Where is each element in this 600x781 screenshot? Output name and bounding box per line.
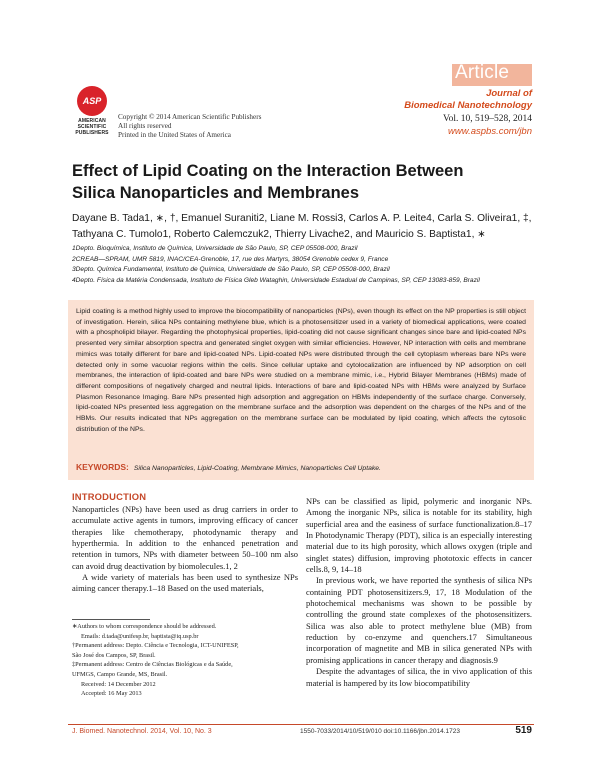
footnote-divider	[72, 619, 150, 620]
footnote: ‡Permanent address: Centro de Ciências Biológicas e da Saúde,	[72, 661, 233, 669]
journal-volume: Vol. 10, 519–528, 2014	[442, 114, 532, 124]
asp-logo-icon: ASP	[77, 86, 107, 116]
accepted-date: Accepted: 16 May 2013	[81, 690, 142, 698]
footer-issn-doi[interactable]: 1550-7033/2014/10/519/010 doi:10.1166/jbn.2014.1723	[300, 728, 460, 735]
affiliation: 4Depto. Física da Matéria Condensada, Instituto de Física Gleb Wataghin, Universidade Estadual de Campinas, SP, CEP 13083-859, Brazil	[72, 276, 480, 284]
paragraph: NPs can be classified as lipid, polymeric and inorganic NPs. Among the inorganic NPs, silica is notable for its stability, high superficial area and the easiness of surface functionalization.8–17 In Photodynamic Therapy (PDT), silica is an especially interesting material due to its high porosity, which allows oxygen (triple and singlet states) diffusion, improving phototoxic effects in cancer cells.8, 9, 14–18	[306, 496, 532, 575]
footer-divider	[68, 724, 534, 725]
footnote: ∗Authors to whom correspondence should be addressed.	[72, 623, 217, 630]
paragraph: A wide variety of materials has been used to synthesize NPs aiming cancer therapy.1–18 Based on the used materials,	[72, 572, 298, 594]
section-heading-introduction: INTRODUCTION	[72, 491, 147, 502]
footnotes	[72, 622, 300, 699]
affiliations	[72, 244, 542, 286]
page-number: 519	[515, 725, 532, 736]
right-column	[306, 496, 532, 689]
footer-citation: J. Biomed. Nanotechnol. 2014, Vol. 10, No. 3	[72, 728, 212, 735]
paragraph: Nanoparticles (NPs) have been used as drug carriers in order to accumulate active agents in tumors, improving efficacy of cancer therapies like chemotherapy, photodynamic therapy and hyperthermia. In addition to the enhanced penetration and retention in tumors, NPs with diameter between 50–100 nm also can avoid drug deactivation by biomolecules.1, 2	[72, 504, 298, 571]
paragraph: In previous work, we have reported the synthesis of silica NPs containing PDT photosensitizers.9, 17, 18 Modulation of the photochemical mechanisms was shown to be possible by controlling the ground state complexes of the photosensitizers. Silica was also able to protect methylene blue (MB) from reduction by co-enzyme and quenchers.17 Simultaneous incorporation of magnetite and MB in silica generated NPs with promising applications in cancer therapy and diagnosis.9	[306, 575, 532, 665]
keywords-label: KEYWORDS:	[76, 462, 129, 472]
author-list: Dayane B. Tada1, ∗, †, Emanuel Suraniti2, Liane M. Rossi3, Carlos A. P. Leite4, Carla S. Oliveira1, ‡, Tathyana C. Tumolo1, Roberto Calemczuk2, Thierry Livache2, and Mauricio S. Baptista1, ∗	[72, 213, 532, 240]
keywords	[76, 462, 526, 472]
abstract-text: Lipid coating is a method highly used to improve the biocompatibility of nanoparticles (NPs), even though its effect on the NP properties is still object of investigation. Herein, silica NPs containing methylene blue, which is a photosensitizer used in a variety of biomedical applications, were coated with a phospholipid bilayer. Regarding the photophysical properties, lipid-coating did not cause significant changes since bare and lipid-coated NPs presented very similar absorption spectra and generated singlet oxygen with similar efficiencies. However, NP interaction with cells and membrane mimics was totally different for bare and lipid-coated NPs. Lipid-coated NPs were distributed through the cell cytoplasm whereas bare NPs were detected only in some vacuolar regions within the cells. Since cellular uptake and cytolocalization are influenced by NP adsorption on cell membranes, the interaction of lipid-coated and bare NPs were studied on a membrane mimic, i.e., Hybrid Bilayer Membranes (HBMs) made of different compositions of negatively charged and neutral lipids. Interactions of bare and lipid-coated NPs with HBMs were analyzed by Surface Plasmon Resonance Imaging. Bare NPs presented high adsorption and aggregation on HBMs independently of the surface charge. Conversely, lipid-coated NPs presented less aggregation on the membrane surface and the adsorption was dependent on the charges of the NPs and of the HBMs. Our results indicated that NPs aggregation on the membrane surface can be modulated by lipid coating, which affects the cytosolic distribution of the NPs.	[76, 308, 526, 433]
left-column	[72, 504, 298, 595]
keywords-text: Silica Nanoparticles, Lipid-Coating, Membrane Mimics, Nanoparticles Cell Uptake.	[133, 465, 381, 472]
article-type-label: Article	[455, 62, 510, 83]
publisher-name: AMERICAN SCIENTIFIC PUBLISHERS	[75, 118, 109, 136]
affiliation: 1Depto. Bioquímica, Instituto de Química, Universidade de São Paulo, SP, CEP 05508-000, Brazil	[72, 245, 358, 252]
journal-url[interactable]: www.aspbs.com/jbn	[448, 126, 532, 137]
footnote: †Permanent address: Depto. Ciência e Tecnologia, ICT-UNIFESP,	[72, 642, 239, 650]
copyright-notice: Copyright © 2014 American Scientific Publishers All rights reserved Printed in the United States of America	[118, 113, 262, 139]
publisher-logo	[72, 86, 112, 136]
journal-name: Journal of Biomedical Nanotechnology	[404, 88, 532, 111]
footnote: São José dos Campos, SP, Brasil.	[72, 651, 156, 659]
footnote: UFMGS, Campo Grande, MS, Brasil.	[72, 670, 168, 678]
footnote: Emails: d.tada@unifesp.br, baptista@iq.usp.br	[81, 632, 199, 640]
affiliation: 2CREAB—SPRAM, UMR 5819, INAC/CEA-Grenoble, 17, rue des Martyrs, 38054 Grenoble cedex 9, France	[72, 255, 389, 263]
paragraph: Despite the advantages of silica, the in vivo application of this material is hampered by its low biocompatibility	[306, 666, 532, 688]
paper-title: Effect of Lipid Coating on the Interaction Between Silica Nanoparticles and Membranes	[72, 162, 464, 202]
received-date: Received: 14 December 2012	[81, 680, 156, 688]
affiliation: 3Depto. Química Fundamental, Instituto de Química, Universidade de São Paulo, SP, CEP 05508-000, Brazil	[72, 266, 390, 273]
